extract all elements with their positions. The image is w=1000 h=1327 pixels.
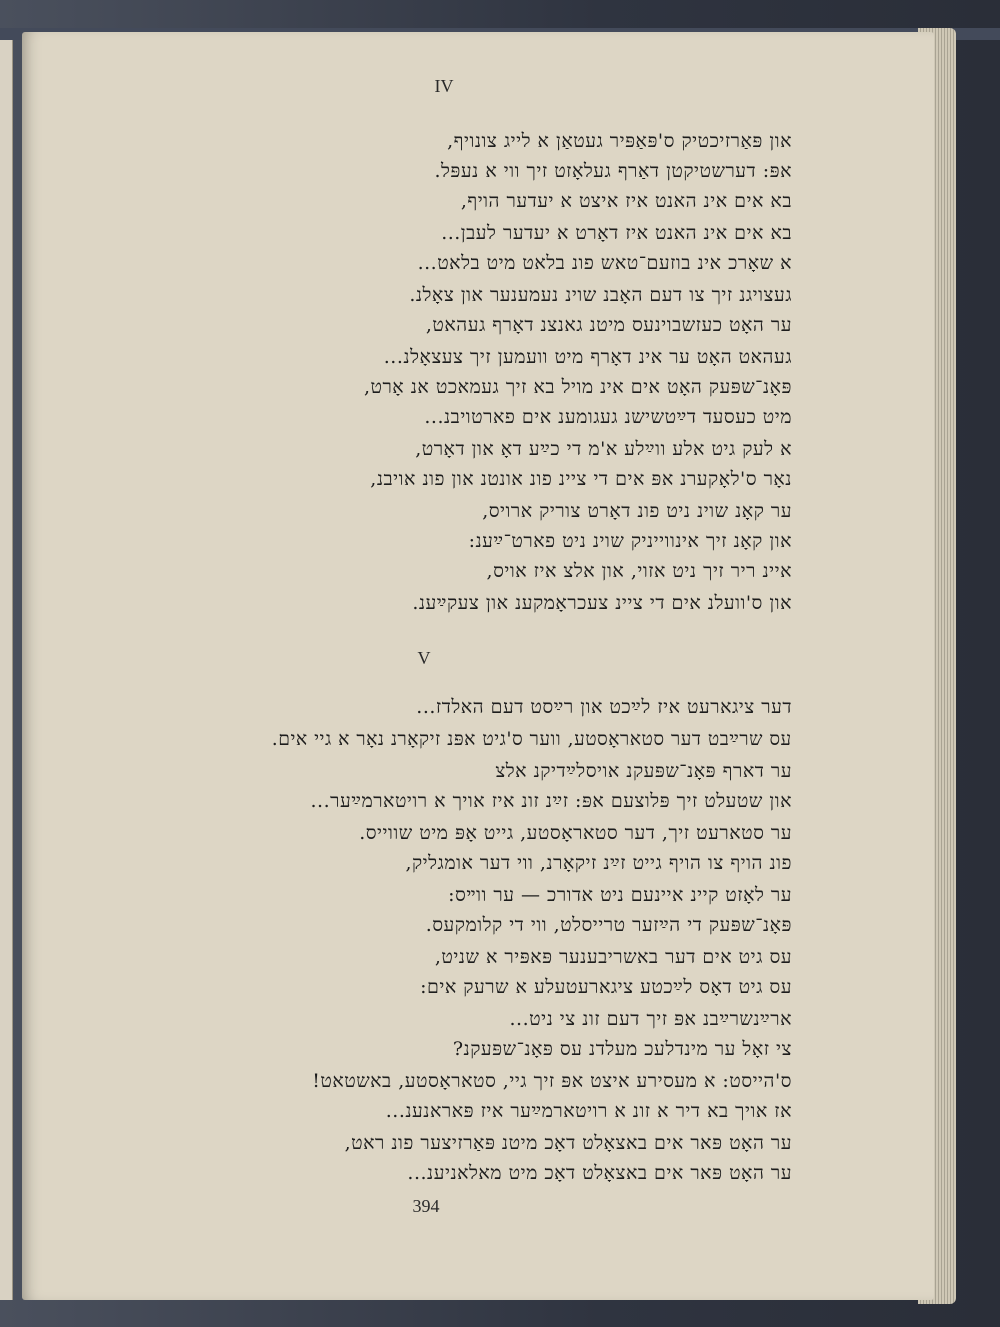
text-line: און ס'וועלנ אים די ציינ צעכראָמקענ און צעקײַענ. <box>412 592 792 614</box>
text-line: ער קאָנ שוינ ניט פונ דאָרט צוריק ארויס, <box>482 500 792 522</box>
text-line: עס גיט דאָס לײַכטע ציגארעטעלע א שרעק אים: <box>420 976 792 998</box>
page-number: 394 <box>412 1196 440 1216</box>
text-line: מיט כעסעד דײַטשישנ געגומענ אים פארטויבנ... <box>424 406 792 428</box>
text-line: א שאָרכ אינ בוזעם־טאש פונ בלאט מיט בלאט... <box>417 252 792 274</box>
text-line: געצויגנ זיך צו דעם האָבנ שוינ נעמענער און צאָלנ. <box>409 284 792 306</box>
text-line: ארײַנשרײַבנ אפּ זיך דעם זונ צי ניט... <box>509 1008 792 1030</box>
text-line: אפּ: דערשטיקטן דאַרף געלאָזט זיך ווי א נעפּל. <box>434 160 792 182</box>
text-line: און פּאַרזיכטיק ס'פּאַפּיר געטאַן א לייג צונויף, <box>447 130 792 152</box>
text-line: פּאָנ־שפּעק די הײַזער טרייסלט, ווי די קלומקעס. <box>425 914 792 936</box>
text-line: פּאָנ־שפּעק האָט אים אינ מויל בא זיך געמאכט אנ אָרט, <box>363 376 792 398</box>
text-line: נאָר ס'לאָקערנ אפּ אים די ציינ פונ אונטנ און פונ אויבנ, <box>370 468 792 490</box>
text-line: ער דארף פּאָנ־שפּעקנ אויסלײַדיקנ אלצ <box>495 760 792 782</box>
text-line: עס גיט אים דער באשריבענער פּאפּיר א שניט, <box>434 946 792 968</box>
previous-page-margin <box>0 40 12 1300</box>
text-line: ס'הייסט: א מעסירע איצט אפּ זיך גיי, סטאראָסטע, באשטאט! <box>312 1070 792 1092</box>
book-page <box>22 32 934 1300</box>
text-line: אז אויך בא דיר א זונ א רויטארמײַער איז פּאראנענ... <box>385 1100 792 1122</box>
text-line: און קאָנ זיך אינווייניק שוינ ניט פארט־ײַענ: <box>468 530 792 552</box>
text-line: צי זאָל ער מינדלעכ מעלדנ עס פּאָנ־שפּעקנ? <box>452 1038 792 1060</box>
section-heading-iv: IV <box>434 76 454 96</box>
text-line: פונ הויף צו הויף גייט זײַנ זיקאָרנ, ווי דער אומגליק, <box>405 852 792 874</box>
text-line: ער סטארעט זיך, דער סטאראָסטע, גייט אָפּ מיט שווייס. <box>359 822 792 844</box>
text-line: ער לאָזט קיינ איינעם ניט אדורכ — ער ווײס: <box>448 884 792 906</box>
text-line: עס שרײַבט דער סטאראָסטע, ווער ס'גיט אפּנ זיקאָרנ נאָר א גיי אים. <box>272 728 792 750</box>
text-line: א לעק גיט אלע ווײַלע א'מ די כײַע דאָ און דאָרט, <box>415 438 792 460</box>
text-line: און שטעלט זיך פּלוצעם אפּ: זײַנ זונ איז אויך א רויטארמײַער... <box>310 790 792 812</box>
text-line: ער האָט כעזשבוינעס מיטנ גאנצנ דאָרף געהאט, <box>425 314 792 336</box>
text-line: בא אים אינ האנט איז איצט א יעדער הויף, <box>460 190 792 212</box>
text-line: געהאט האָט ער אינ דאָרף מיט וועמען זיך צעצאָלנ... <box>383 346 792 368</box>
text-line: דער ציגארעט איז לײַכט און רײַסט דעם האלדז... <box>416 696 792 718</box>
text-line: ער האָט פּאר אים באצאָלט דאָכ מיטנ פּאַרזיצער פונ ראט, <box>344 1132 792 1154</box>
text-line: איינ ריר זיך ניט אזוי, און אלצ איז אויס, <box>486 560 792 582</box>
section-heading-v: V <box>417 648 431 668</box>
text-line: בא אים אינ האנט איז דאָרט א יעדער לעבן... <box>441 222 792 244</box>
text-line: ער האָט פּאר אים באצאָלט דאָכ מיט מאלאניענ... <box>407 1162 792 1184</box>
